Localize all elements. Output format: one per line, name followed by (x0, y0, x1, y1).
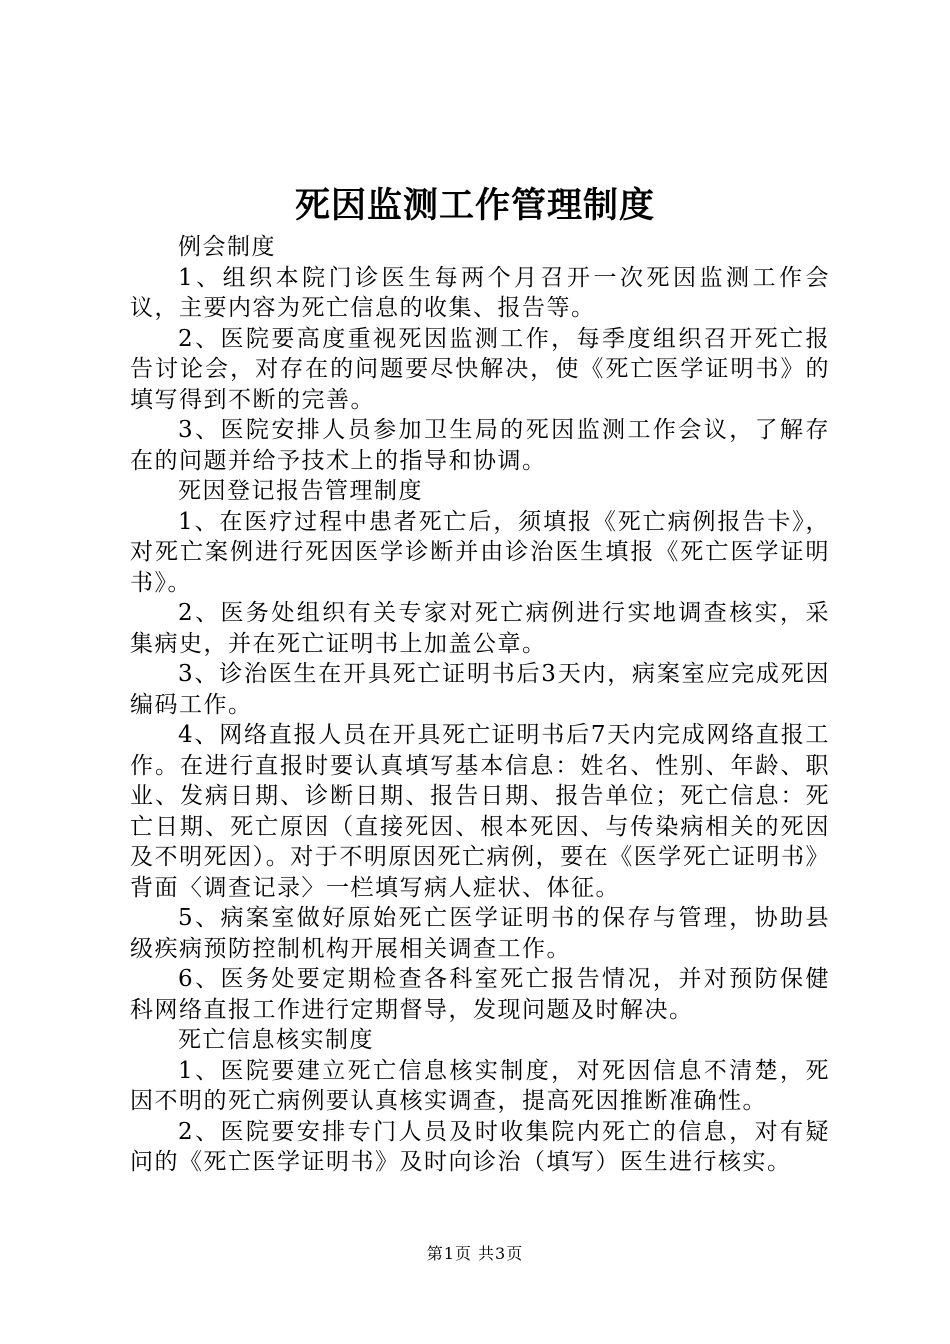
paragraph: 2、医院要安排专门人员及时收集院内死亡的信息，对有疑问的《死亡医学证明书》及时向诊治（填写）医生进行核实。 (130, 1118, 830, 1175)
document-body (130, 232, 830, 1178)
section-heading: 死亡信息核实制度 (178, 1027, 374, 1053)
paragraph: 2、医务处组织有关专家对死亡病例进行实地调查核实，采集病史，并在死亡证明书上加盖公章。 (130, 600, 830, 657)
paragraph: 4、网络直报人员在开具死亡证明书后7天内完成网络直报工作。在进行直报时要认真填写基本信息：姓名、性别、年龄、职业、发病日期、诊断日期、报告日期、报告单位；死亡信息：死亡日期、死亡原因（直接死因、根本死因、与传染病相关的死因及不明死因）。对于不明原因死亡病例，要在《医学死亡证明书》背面〈调查记录〉一栏填写病人症状、体征。 (130, 722, 830, 901)
section-heading: 死因登记报告管理制度 (178, 478, 423, 504)
paragraph: 5、病案室做好原始死亡医学证明书的保存与管理，协助县级疾病预防控制机构开展相关调查工作。 (130, 905, 830, 962)
section-heading: 例会制度 (178, 234, 276, 260)
document-title: 死因监测工作管理制度 (294, 185, 655, 226)
paragraph: 6、医务处要定期检查各科室死亡报告情况，并对预防保健科网络直报工作进行定期督导，发现问题及时解决。 (130, 966, 830, 1023)
paragraph: 1、组织本院门诊医生每两个月召开一次死因监测工作会议，主要内容为死亡信息的收集、报告等。 (130, 264, 830, 321)
paragraph: 3、诊治医生在开具死亡证明书后3天内，病案室应完成死因编码工作。 (130, 661, 830, 718)
page-number-footer: 第1页 共3页 (426, 1244, 524, 1263)
paragraph: 1、在医疗过程中患者死亡后，须填报《死亡病例报告卡》，对死亡案例进行死因医学诊断并由诊治医生填报《死亡医学证明书》。 (130, 508, 830, 596)
paragraph: 3、医院安排人员参加卫生局的死因监测工作会议，了解存在的问题并给予技术上的指导和协调。 (130, 417, 830, 474)
paragraph: 2、医院要高度重视死因监测工作，每季度组织召开死亡报告讨论会，对存在的问题要尽快解决，使《死亡医学证明书》的填写得到不断的完善。 (130, 325, 830, 413)
paragraph: 1、医院要建立死亡信息核实制度，对死因信息不清楚，死因不明的死亡病例要认真核实调查，提高死因推断准确性。 (130, 1057, 830, 1114)
